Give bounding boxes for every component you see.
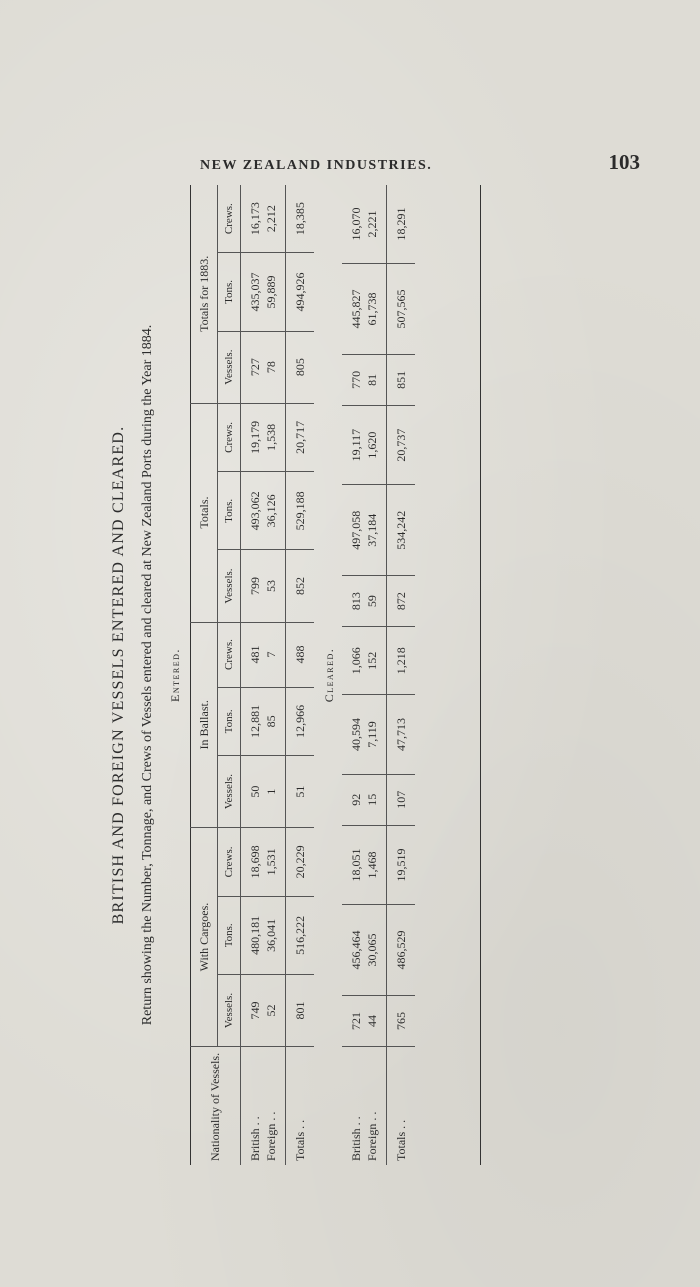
table-cell: 19,117	[349, 428, 363, 462]
table-cell: 1,218	[387, 627, 416, 695]
table-cell: 2,212	[264, 205, 278, 233]
table-cell: 727	[248, 358, 262, 377]
table-cell: 18,698	[248, 845, 262, 879]
table-cell: 50	[248, 785, 262, 798]
table-cell: 36,041	[264, 918, 278, 952]
table-cell: 801	[286, 974, 315, 1046]
row-label-british: British . .	[349, 1116, 363, 1161]
table-cell: 799	[248, 577, 262, 595]
cell-tons-1883	[342, 264, 387, 355]
cell-vessels-1883	[342, 354, 387, 405]
cell-crews-totals	[241, 403, 286, 472]
table-row	[342, 185, 387, 1165]
table-cell: 16,173	[248, 202, 262, 236]
cell-crews-totals	[342, 405, 387, 484]
table-cell: 51	[286, 756, 315, 828]
table-cell: 493,062	[248, 491, 262, 531]
bottom-rule	[480, 185, 481, 1165]
table-cell: 851	[387, 354, 416, 405]
running-header-title: NEW ZEALAND INDUSTRIES.	[200, 158, 433, 173]
sub-header-tons: Tons.	[218, 687, 241, 756]
table-cell: 59,889	[264, 275, 278, 309]
group-header-with-cargoes: With Cargoes.	[191, 828, 218, 1047]
table-cell: 36,126	[264, 494, 278, 528]
table-cell: 488	[286, 622, 315, 687]
cell-vessels-ballast	[342, 774, 387, 825]
section-label-cleared: Cleared.	[322, 647, 336, 703]
sub-header-tons: Tons.	[218, 896, 241, 974]
table-cell: 78	[264, 361, 278, 374]
table-cell: 40,594	[349, 717, 363, 751]
totals-label: Totals . .	[387, 1047, 416, 1166]
column-group-header	[191, 185, 218, 1165]
table-title: BRITISH AND FOREIGN VESSELS ENTERED AND CLEARED.	[110, 425, 127, 925]
table-cell: 1	[264, 788, 278, 795]
row-label-foreign: Foreign . .	[365, 1111, 379, 1161]
sub-header-crews: Crews.	[218, 828, 241, 897]
sub-header-crews: Crews.	[218, 185, 241, 253]
cell-vessels-cargo	[342, 995, 387, 1046]
table-cell: 81	[365, 373, 379, 386]
sub-header-crews: Crews.	[218, 622, 241, 687]
table-cell: 16,070	[349, 207, 363, 241]
cell-tons-totals	[342, 485, 387, 576]
table-cell: 61,738	[365, 292, 379, 326]
section-label-entered: Entered.	[168, 648, 182, 702]
table-cell: 770	[349, 370, 363, 389]
cell-vessels-totals	[241, 550, 286, 622]
cell-tons-totals	[241, 472, 286, 550]
row-label	[241, 1047, 286, 1166]
table-cell: 435,037	[248, 272, 262, 312]
group-header-in-ballast: In Ballast.	[191, 622, 218, 828]
sub-header-crews: Crews.	[218, 403, 241, 472]
row-label	[342, 1047, 387, 1166]
table-cell: 872	[387, 576, 416, 627]
table-cell: 12,881	[248, 704, 262, 738]
table-cell: 59	[365, 595, 379, 608]
table-cell: 497,058	[349, 510, 363, 550]
table-cell: 107	[387, 774, 416, 825]
table-cell: 1,066	[349, 647, 363, 675]
entered-table	[190, 185, 314, 1165]
table-cell: 749	[248, 1001, 262, 1020]
cell-vessels-cargo	[241, 974, 286, 1046]
table-cell: 12,966	[286, 687, 315, 756]
totals-row	[387, 185, 416, 1165]
cell-tons-cargo	[241, 896, 286, 974]
table-cell: 480,181	[248, 915, 262, 955]
sub-header-tons: Tons.	[218, 472, 241, 550]
table-cell: 529,188	[286, 472, 315, 550]
table-cell: 19,179	[248, 420, 262, 454]
table-cell: 445,827	[349, 289, 363, 329]
table-cell: 7	[264, 651, 278, 658]
totals-row	[286, 185, 315, 1165]
table-cell: 765	[387, 995, 416, 1046]
table-cell: 721	[349, 1011, 363, 1030]
table-cell: 805	[286, 331, 315, 403]
cell-vessels-totals	[342, 576, 387, 627]
table-cell: 852	[286, 550, 315, 622]
table-cell: 92	[349, 793, 363, 806]
table-cell: 2,221	[365, 210, 379, 238]
cell-crews-1883	[241, 185, 286, 253]
table-cell: 534,242	[387, 485, 416, 576]
cell-crews-ballast	[342, 627, 387, 695]
cell-vessels-1883	[241, 331, 286, 403]
column-sub-header	[218, 185, 241, 1165]
nationality-header: Nationality of Vessels.	[191, 1047, 241, 1166]
table-cell: 19,519	[387, 825, 416, 904]
group-header-totals-1883: Totals for 1883.	[191, 185, 218, 403]
table-cell: 456,464	[349, 930, 363, 970]
table-cell: 15	[365, 793, 379, 806]
table-cell: 20,737	[387, 405, 416, 484]
table-cell: 813	[349, 592, 363, 611]
cell-crews-ballast	[241, 622, 286, 687]
running-header	[200, 150, 640, 180]
cell-crews-cargo	[342, 825, 387, 904]
table-cell: 20,229	[286, 828, 315, 897]
sub-header-vessels: Vessels.	[218, 550, 241, 622]
table-cell: 507,565	[387, 264, 416, 355]
table-cell: 30,065	[365, 933, 379, 967]
sub-header-tons: Tons.	[218, 253, 241, 331]
sub-header-vessels: Vessels.	[218, 331, 241, 403]
cell-crews-cargo	[241, 828, 286, 897]
table-row	[241, 185, 286, 1165]
table-cell: 1,468	[365, 851, 379, 879]
row-label-foreign: Foreign . .	[264, 1111, 278, 1161]
table-cell: 18,385	[286, 185, 315, 253]
cell-tons-ballast	[241, 687, 286, 756]
group-header-totals: Totals.	[191, 403, 218, 622]
sub-header-vessels: Vessels.	[218, 974, 241, 1046]
table-cell: 7,119	[365, 721, 379, 748]
table-cell: 1,538	[264, 423, 278, 451]
cleared-table	[342, 185, 415, 1165]
table-subtitle: Return showing the Number, Tonnage, and Crews of Vessels entered and cleared at New Zealand Ports during the Year 1884.	[140, 324, 155, 1026]
cell-tons-ballast	[342, 695, 387, 774]
table-cell: 52	[264, 1004, 278, 1017]
table-cell: 1,531	[264, 848, 278, 876]
table-cell: 47,713	[387, 695, 416, 774]
table-cell: 516,222	[286, 896, 315, 974]
table-cell: 152	[365, 651, 379, 670]
table-cell: 481	[248, 645, 262, 664]
table-cell: 85	[264, 715, 278, 728]
sub-header-vessels: Vessels.	[218, 756, 241, 828]
cell-tons-cargo	[342, 905, 387, 996]
row-label-british: British . .	[248, 1116, 262, 1161]
table-cell: 37,184	[365, 513, 379, 547]
table-cell: 1,620	[365, 431, 379, 459]
table-cell: 53	[264, 580, 278, 592]
rotated-table-block	[100, 185, 520, 1165]
cell-tons-1883	[241, 253, 286, 331]
table-cell: 486,529	[387, 905, 416, 996]
totals-label: Totals . .	[286, 1047, 315, 1166]
table-cell: 494,926	[286, 253, 315, 331]
table-cell: 18,051	[349, 848, 363, 882]
table-cell: 44	[365, 1014, 379, 1027]
page-number: 103	[608, 150, 640, 174]
table-cell: 20,717	[286, 403, 315, 472]
cell-crews-1883	[342, 185, 387, 264]
table-cell: 18,291	[387, 185, 416, 264]
cell-vessels-ballast	[241, 756, 286, 828]
